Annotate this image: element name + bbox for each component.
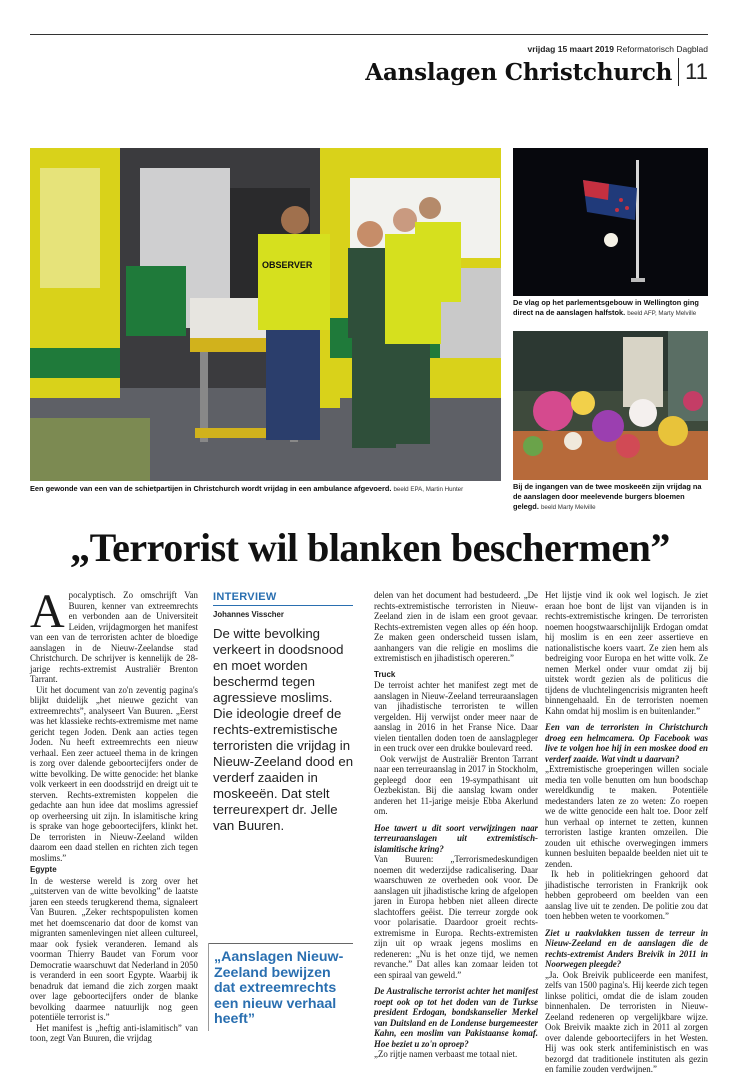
- issue-date: vrijdag 15 maart 2019: [527, 44, 614, 54]
- dateline: [527, 44, 708, 54]
- interview-question: Ziet u raakvlakken tussen de terreur in Nieuw-Zeeland en de aanslagen die de rechts-extremist Anders Breivik in 2011 in Noorwegen pleegde?: [545, 927, 708, 969]
- section-title: Aanslagen Christchurch: [365, 58, 673, 86]
- article-column-1: [30, 585, 198, 1043]
- main-caption-text: Een gewonde van een van de schietpartijen in Christchurch wordt vrijdag in een ambulance afgevoerd.: [30, 484, 392, 493]
- paragraph: Ook verwijst de Australiër Brenton Tarrant naar een terreuraanslag in 2017 in Stockholm, gepleegd door een 19-sympathisant uit Oezbekistan. Bij die aanslag kwam onder anderen het 11-jarige meisje Ebba Akerlund om.: [374, 753, 538, 816]
- paragraph: Van Buuren: „Terrorismedeskundigen noemen dit wederzijdse radicalisering. Daar waarschuwen ze overheden ook voor. De aanslagen uit jihadistische kring de afgelopen jaren in Europa hebben niet alleen directe slachtoffers geëist. Die terreur zorgde ook voor polarisatie. Daardoor groeit rechts-extremisme in Europa. Rechts-extremisten zijn uit op wraak jegens moslims en redeneren: „Nu is het onze tijd, we nemen revanche.” Dat alles kan zomaar leiden tot een spiraal van geweld.”: [374, 854, 538, 980]
- paragraph: Het manifest is „heftig anti-islamitisch” van toon, zegt Van Buuren, die vrijdag: [30, 1022, 198, 1043]
- page-number: 11: [685, 59, 708, 84]
- interview-label: INTERVIEW: [213, 591, 277, 603]
- interview-question: Hoe tawert u dit soort verwijzingen naar terreuraanslagen uit extremistisch-islamitische kring?: [374, 822, 538, 854]
- interview-question: De Australische terrorist achter het manifest roept ook op tot het doden van de Turkse president Erdogan, bondskanselier Merkel van Duitsland en de Londense burgemeester Kahn, een moslim van Pakistaanse komaf. Hoe beziet u zo'n oproep?: [374, 986, 538, 1049]
- article-column-3: [374, 590, 538, 1059]
- paragraph: „Extremistische groeperingen willen sociale media ten volle benutten om hun boodschap wereldkundig te maken. Potentiële medestanders laten ze zo weten: Zo roepen we de witte genocide een halt toe. Door zelf hun verhaal op internet te zetten, kunnen terroristen lastige kranten omzeilen. Die zouden uit ethische overwegingen immers kunnen besluiten bepaalde beelden niet uit te zenden.: [545, 764, 708, 869]
- vest-text-observer: OBSERVER: [262, 260, 313, 270]
- flag-photo: [513, 148, 708, 296]
- article-headline: „Terrorist wil blanken beschermen”: [70, 525, 670, 570]
- header-rule: [30, 34, 708, 35]
- paragraph: delen van het document had bestudeerd. „De rechts-extremistische terroristen in Nieuw-Zeeland zien in de islam een groot gevaar. Rechts-extremisten vegen alles op één hoop. Ze maken geen onderscheid tussen islam, aanhangers van die religie en moslims die extremistisch en jihadistisch opereren.”: [374, 590, 538, 663]
- flag-photo-credit: beeld AFP, Marty Melville: [627, 310, 697, 317]
- section-divider: [678, 58, 679, 86]
- flowers-photo: [513, 331, 708, 480]
- flag-photo-caption: [513, 298, 708, 319]
- paragraph: Het lijstje vind ik ook wel logisch. Je ziet eraan hoe bont de lijst van vijanden is in rechts-extremistische kringen. De terroristen noemen hoogstwaarschijnlijk Erdogan omdat hij moslim is en een zeer assertieve en nationalistische koers vaart. Ze zien hem als bedreiging voor Europa en het witte volk. Ze nemen Merkel onder vuur omdat zij bij uitstek wordt gezien als de politicus die tijdens de vluchtelingencrisis migranten heeft binnengehaald. En de terroristen noemen Kahn omdat hij moslim is en buitenlander.”: [545, 590, 708, 716]
- paragraph: „Ja. Ook Breivik publiceerde een manifest, zelfs van 1500 pagina's. Hij keerde zich tegen linkse politici, omdat die de islam zouden binnenhalen. De terroristen in Nieuw-Zeeland redeneren op vergelijkbare wijze. Ook Breivik maakte zich in 2011 al zorgen over dalende geboortecijfers in het Westen. Hij was ook sterk antifeministisch en was bezorgd dat traditionele instituten als gezin en familie zouden verdwijnen.”: [545, 969, 708, 1074]
- article-intro: De witte bevolking verkeert in doodsnood en moet worden beschermd tegen agressieve moslims. Die ideologie dreef de rechts-extremistische terroristen die vrijdag in Nieuw-Zeeland dood en verderf zaaiden in moskeeën. Dat stelt terreurexpert dr. Jelle van Buuren.: [213, 626, 354, 833]
- flag-caption-text: De vlag op het parlementsgebouw in Wellington ging direct na de aanslagen halfstok.: [513, 298, 699, 317]
- flowers-photo-caption: [513, 482, 708, 513]
- paragraph: „Zo rijtje namen verbaast me totaal niet.: [374, 1049, 518, 1059]
- section-header: [365, 58, 708, 86]
- paragraph: Ik heb in politiekringen gehoord dat jihadistische terroristen in Frankrijk ook hebben geprobeerd om beelden van een aanslag live uit te zenden. De politie zou dat toen hebben weten te voorkomen.”: [545, 869, 708, 921]
- paragraph: Uit het document van zo'n zeventig pagina's blijkt duidelijk „het nieuwe gezicht van extreemrechts”, analyseert Van Buuren. „Eerst was het klassieke rechts-extremisme met name gericht tegen Joden. Denk aan acties tegen Joden. Nu heeft extreemrechts een nieuw verhaal. Een zeer actueel thema in de kringen is zorg over dalende geboortecijfers onder de witte bevolking. De witte genocide: het blanke volk verkeert in een doodsstrijd en dreigt uit te sterven. Rechts-extremisten koppelen die gedachte aan hun idee dat moslims agressief op overheersing uit zijn. In islamitische kring is sprake van hoge geboortecijfers, klinkt het. De terroristen in Nieuw-Zeeland wilden daarom een daad stellen en richten zich tegen moslims.”: [30, 684, 198, 863]
- drop-cap: A: [30, 585, 65, 638]
- paragraph: De terroist achter het manifest zegt met de aanslagen in Nieuw-Zeeland terreuraanslagen van jihadistische terroristen te willen vergelden. Hij verwijst onder meer naar de aanslag in 2016 in het Franse Nice. Daar vielen tientallen doden toen de aanslagpleger in een truck over een drukke boulevard reed.: [374, 680, 538, 753]
- main-photo-caption: [30, 484, 500, 495]
- interview-question: Een van de terroristen in Christchurch droeg een helmcamera. Op Facebook was live te volgen hoe hij in een moskee dood en verderf zaaide. Wat vindt u daarvan?: [545, 722, 708, 764]
- pull-quote: „Aanslagen Nieuw-Zeeland bewijzen dat extreemrechts een nieuw verhaal heeft”: [214, 949, 344, 1027]
- flowers-caption-text: Bij de ingangen van de twee moskeeën zijn vrijdag na de aanslagen door meelevende burgers bloemen gelegd.: [513, 482, 702, 511]
- author-byline: Johannes Visscher: [213, 610, 284, 619]
- interview-rule: [213, 605, 353, 606]
- newspaper-name: Reformatorisch Dagblad: [616, 44, 708, 54]
- main-photo-credit: beeld EPA, Martin Hunter: [393, 486, 464, 493]
- paragraph: pocalyptisch. Zo omschrijft Van Buuren, kenner van extreemrechts en verbonden aan de Universiteit Leiden, vrijdagmorgen het manifest van een van de terroristen achter de bloedige aanslagen in de Nieuw-Zeelandse stad Christchurch. De schrijver is kennelijk de 28-jarige rechts-extremist Australiër Brenton Tarrant.: [30, 590, 198, 684]
- ambulance-photo: [30, 148, 501, 481]
- pull-quote-rule: [208, 943, 353, 944]
- article-column-4: [545, 590, 708, 1074]
- paragraph: In de westerse wereld is zorg over het „uitsterven van de witte bevolking” de laatste jaren een steeds terugkerend thema, signaleert Van Buuren. „Zeker rechtspopulisten komen met het doemscenario dat door de komst van migranten samenlevingen niet alleen cultureel, maar ook fysiek veranderen. Iemand als voorman Thierry Baudet van Forum voor Democratie waarschuwt dat Nederland in 2050 is veranderd in een soort Egypte. Waarbij ik benadruk dat iemand die zich zorgen maakt over lage geboortecijfers onder de blanke bevolking daarmee natuurlijk nog geen potentiële terrorist is.”: [30, 875, 198, 1022]
- subheading-egypte: Egypte: [30, 865, 57, 874]
- pull-quote-rule-left: [208, 943, 209, 1031]
- subheading-truck: Truck: [374, 669, 396, 679]
- flowers-photo-credit: beeld Marty Melville: [540, 504, 596, 511]
